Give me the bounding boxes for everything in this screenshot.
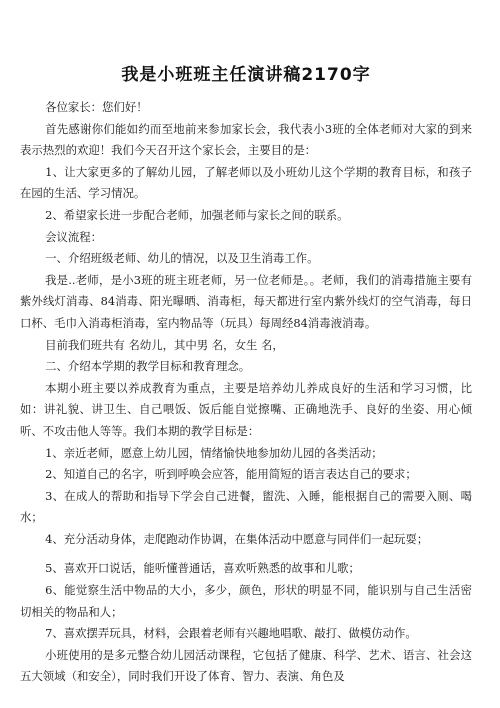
purpose-item-1: 1、让大家更多的了解幼儿园，了解老师以及小班幼儿这个学期的教育目标，和孩子在园的生活、学习情况。 [20,164,472,201]
goal-item-7: 7、喜欢摆弄玩具，材料，会跟着老师有兴趣地唱歌、敲打、做模仿动作。 [45,626,417,641]
document-title: 我是小班班主任演讲稿2170字 [121,65,371,85]
document-body [20,97,472,688]
goal-item-1: 1、亲近老师，愿意上幼儿园，情绪愉快地参加幼儿园的各类活动； [45,445,383,460]
curriculum-paragraph: 小班使用的是多元整合幼儿园活动课程，它包括了健康、科学、艺术、语言、社会这五大领域（和安全），同时我们开设了体育、智力、表演、角色及 [20,647,472,684]
class-count-paragraph: 目前我们班共有 名幼儿，其中男 名，女生 名， [45,337,284,352]
goal-item-5: 5、喜欢开口说话，能听懂普通话，喜欢听熟悉的故事和儿歌； [45,561,360,576]
hygiene-paragraph: 我是..老师，是小3班的班主班老师，另一位老师是。。老师，我们的消毒措施主要有紫外线灯消毒、84消毒、阳光曝晒、消毒柜，每天都进行室内紫外线灯的空气消毒，每日口杯、毛巾入消毒柜消毒，室内物品等（玩具）每周经84消毒液消毒。 [20,272,472,330]
agenda-heading: 会议流程： [45,229,103,244]
purpose-item-2: 2、希望家长进一步配合老师，加强老师与家长之间的联系。 [45,207,349,222]
section-heading-2: 二、介绍本学期的教学目标和教育理念。 [45,359,251,374]
section-heading-1: 一、介绍班级老师、幼儿的情况，以及卫生消毒工作。 [45,251,319,266]
goal-item-2: 2、知道自己的名字，听到呼唤会应答，能用简短的语言表达自己的要求； [45,467,417,482]
goal-item-4: 4、充分活动身体，走爬跑动作协调，在集体活动中愿意与同伴们一起玩耍； [45,531,429,546]
goals-intro-paragraph: 本期小班主要以养成教育为重点，主要是培养幼儿养成良好的生活和学习习惯，比如：讲礼貌、讲卫生、自己喂饭、饭后能自觉擦嘴、正确地洗手、良好的坐姿、用心倾听、不攻击他人等等。我们本期的教学目标是： [20,380,472,438]
goal-item-6: 6、能觉察生活中物品的大小，多少，颜色，形状的明显不同，能识别与自己生活密切相关的物品和人； [20,583,472,619]
goal-item-3: 3、在成人的帮助和指导下学会自己进餐，盥洗、入睡，能根据自己的需要入厕、喝水； [20,488,472,525]
opening-paragraph: 首先感谢你们能如约而至地前来参加家长会，我代表小3班的全体老师对大家的到来表示热烈的欢迎！我们今天召开这个家长会，主要目的是： [20,121,472,158]
greeting-paragraph: 各位家长：您们好！ [45,100,148,114]
